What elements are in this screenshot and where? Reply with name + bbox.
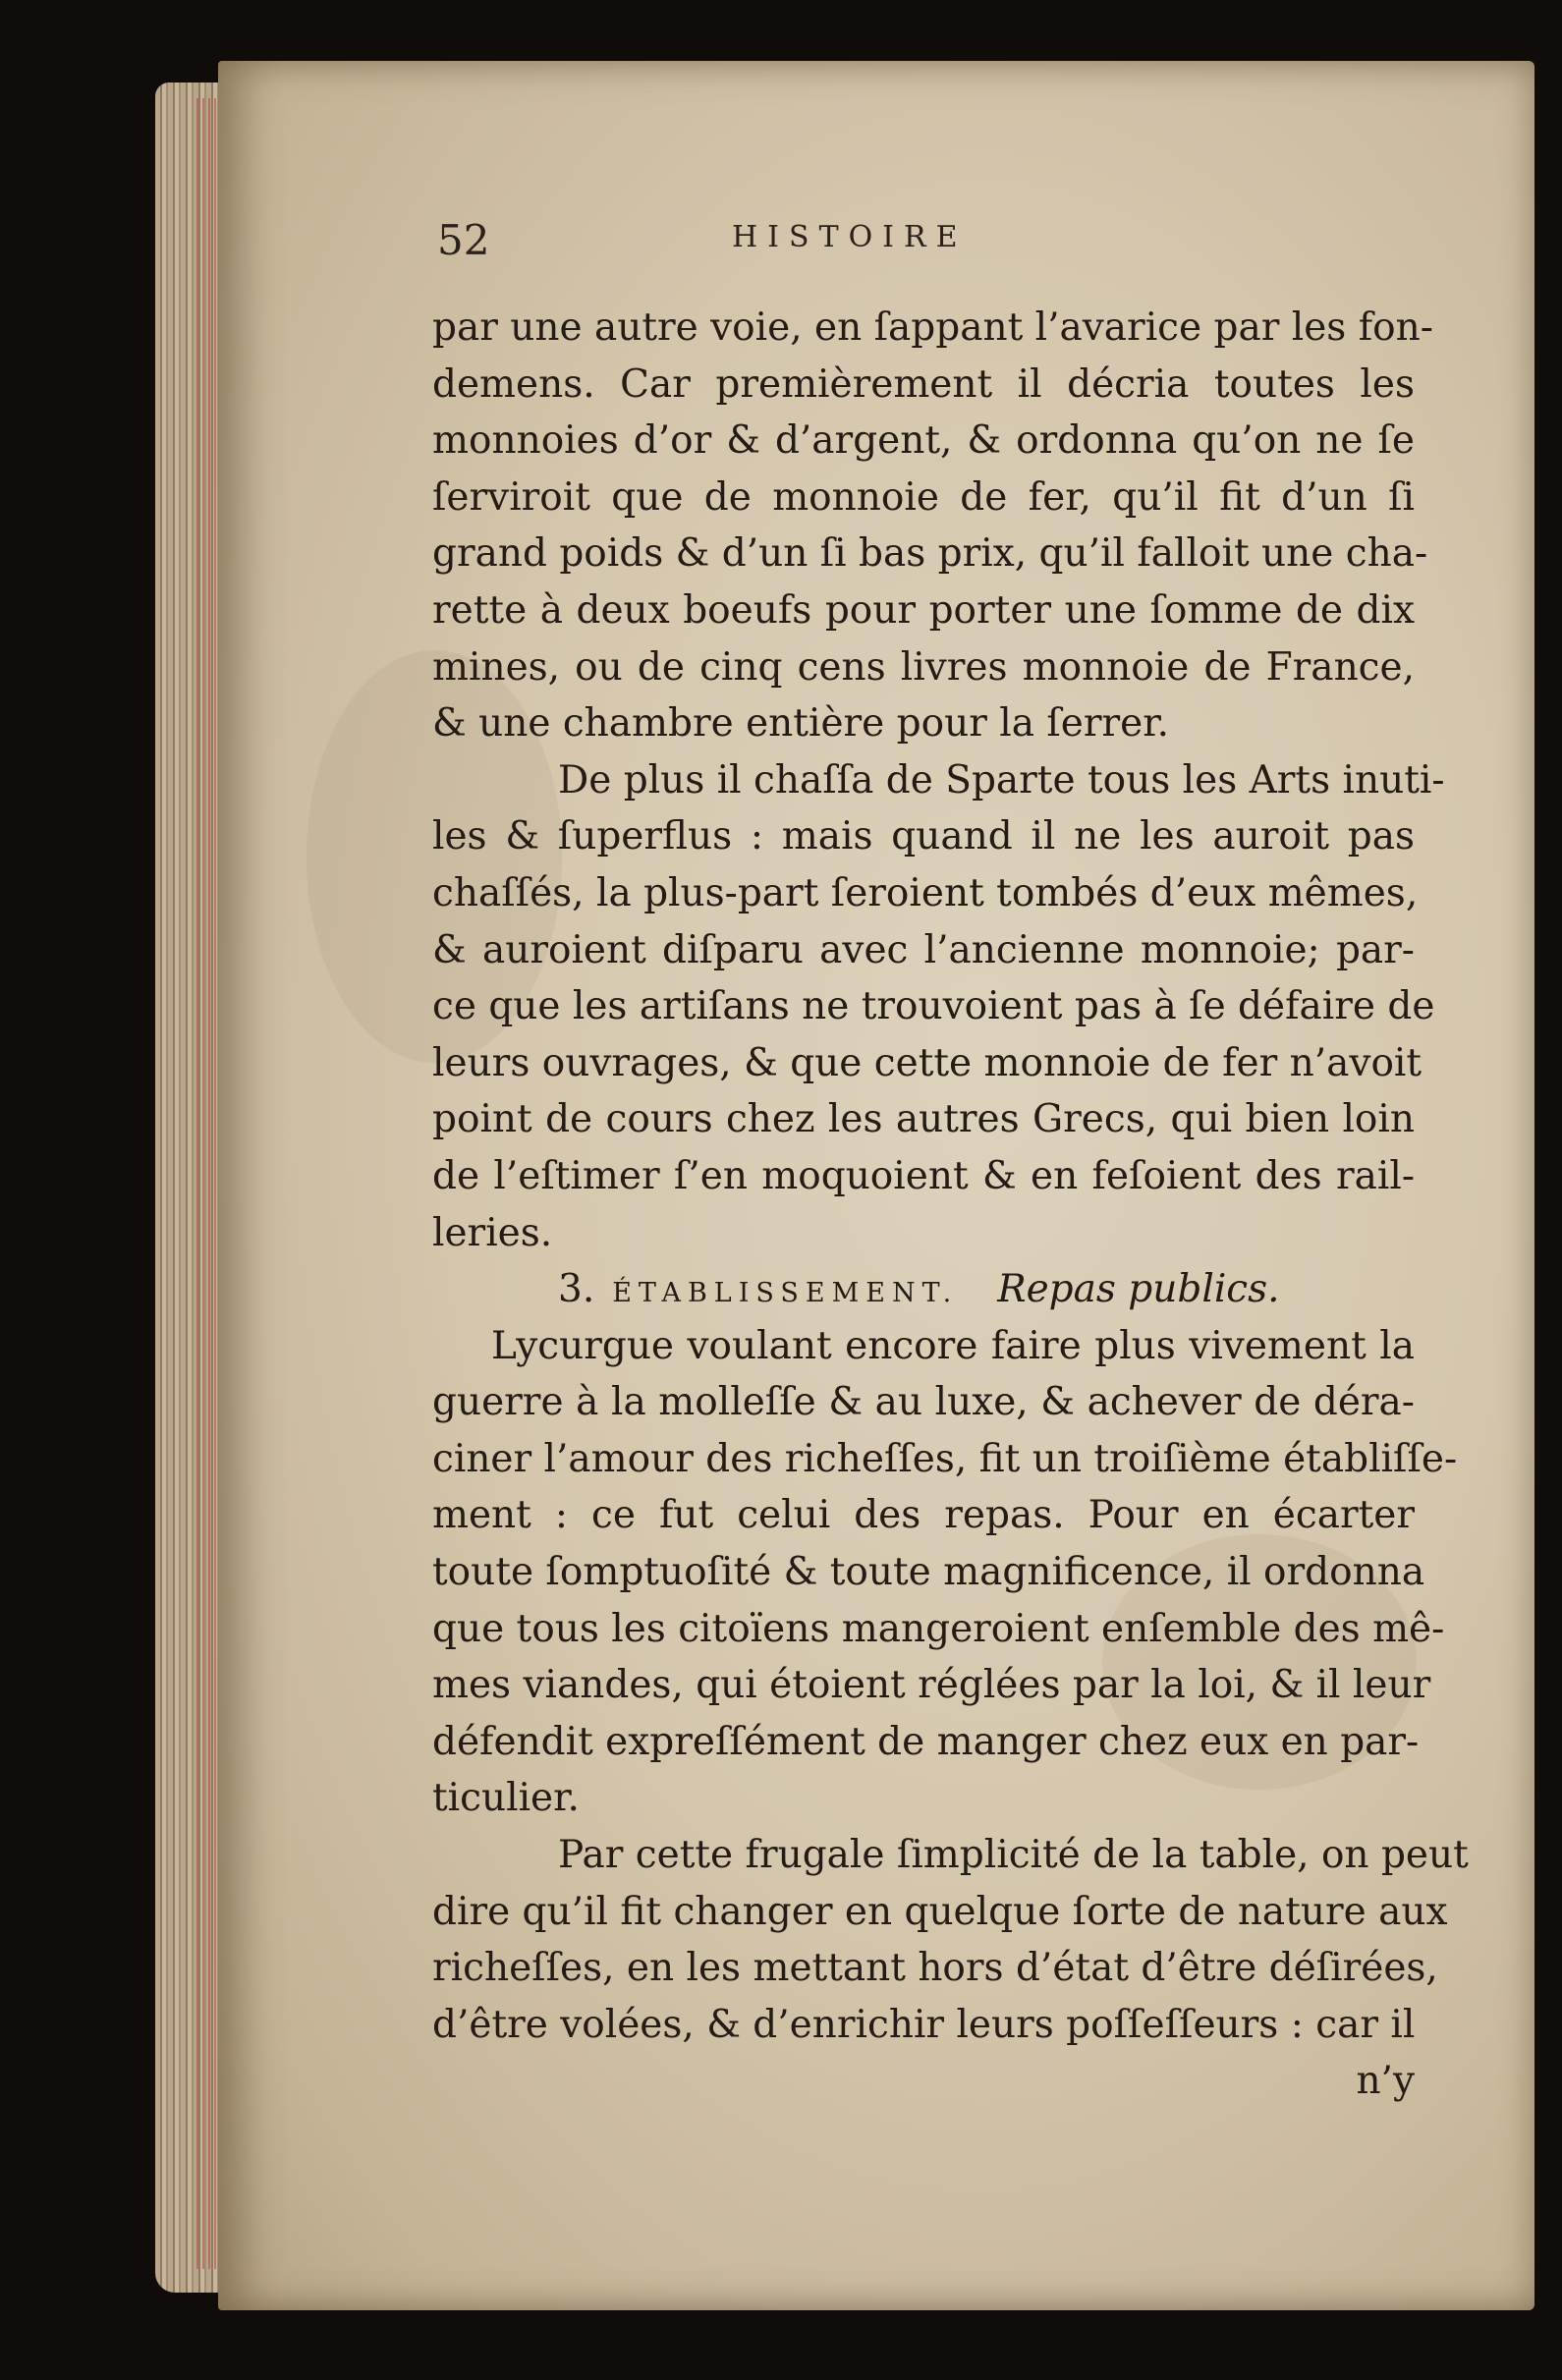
- text-line: ment : ce fut celui des repas. Pour en écarter: [432, 1493, 1415, 1538]
- text-line: De plus il chaſſa de Sparte tous les Arts inuti-: [558, 757, 1445, 803]
- text-line: grand poids & d’un ſi bas prix, qu’il falloit une cha-: [432, 531, 1428, 577]
- text-line: richeſſes, en les mettant hors d’état d’être déſirées,: [432, 1946, 1438, 1991]
- text-line: leurs ouvrages, & que cette monnoie de fer n’avoit: [432, 1040, 1423, 1085]
- text-line: monnoies d’or & d’argent, & ordonna qu’on ne ſe: [432, 418, 1415, 464]
- catchword: n’y: [1356, 2059, 1415, 2104]
- text-line: rette à deux boeufs pour porter une ſomme de dix: [432, 587, 1415, 633]
- text-line: toute ſomptuoſité & toute magnificence, il ordonna: [432, 1550, 1425, 1595]
- text-line: chaſſés, la plus-part ſeroient tombés d’eux mêmes,: [432, 870, 1419, 915]
- page-text: [432, 300, 1469, 2110]
- text-line: leries.: [432, 1210, 553, 1255]
- text-line: ciner l’amour des richeſſes, fit un troiſième établiſſe-: [432, 1436, 1458, 1481]
- text-line: & une chambre entière pour la ſerrer.: [432, 701, 1170, 747]
- text-line: défendit expreſſément de manger chez eux en par-: [432, 1719, 1420, 1764]
- text-line: Par cette frugale ſimplicité de la table, on peut: [558, 1833, 1469, 1878]
- section-heading: [432, 1261, 1415, 1318]
- text-line: mines, ou de cinq cens livres monnoie de France,: [432, 644, 1415, 690]
- text-line: dire qu’il fit changer en quelque ſorte de nature aux: [432, 1889, 1448, 1934]
- text-line: ſerviroit que de monnoie de fer, qu’il fit d’un ſi: [432, 474, 1415, 520]
- text-line: que tous les citoïens mangeroient enſemble des mê-: [432, 1606, 1445, 1651]
- text-line: Lycurgue voulant encore faire plus vivement la: [491, 1323, 1415, 1368]
- section-subtitle: Repas publics.: [997, 1267, 1280, 1312]
- text-line: d’être volées, & d’enrichir leurs poſſeſſeurs : car il: [432, 2002, 1416, 2047]
- text-line: mes viandes, qui étoient réglées par la loi, & il leur: [432, 1663, 1431, 1708]
- page-number: 52: [437, 216, 490, 264]
- section-number: 3.: [558, 1267, 595, 1312]
- running-title: HISTOIRE: [732, 220, 968, 254]
- text-line: ce que les artiſans ne trouvoient pas à ſe défaire de: [432, 984, 1435, 1029]
- section-title: ÉTABLISSEMENT.: [612, 1278, 959, 1309]
- text-line: & auroient diſparu avec l’ancienne monnoie; par-: [432, 927, 1415, 972]
- page-header: [437, 216, 1439, 275]
- text-line: guerre à la molleſſe & au luxe, & achever de déra-: [432, 1380, 1415, 1425]
- text-line: ticulier.: [432, 1776, 580, 1821]
- text-line: point de cours chez les autres Grecs, qui bien loin: [432, 1097, 1415, 1142]
- text-line: les & ſuperflus : mais quand il ne les auroit pas: [432, 814, 1415, 859]
- text-line: demens. Car premièrement il décria toutes les: [432, 361, 1415, 407]
- text-line: par une autre voie, en ſappant l’avarice par les fon-: [432, 305, 1433, 350]
- text-line: de l’eſtimer ſ’en moquoient & en feſoient des rail-: [432, 1153, 1415, 1198]
